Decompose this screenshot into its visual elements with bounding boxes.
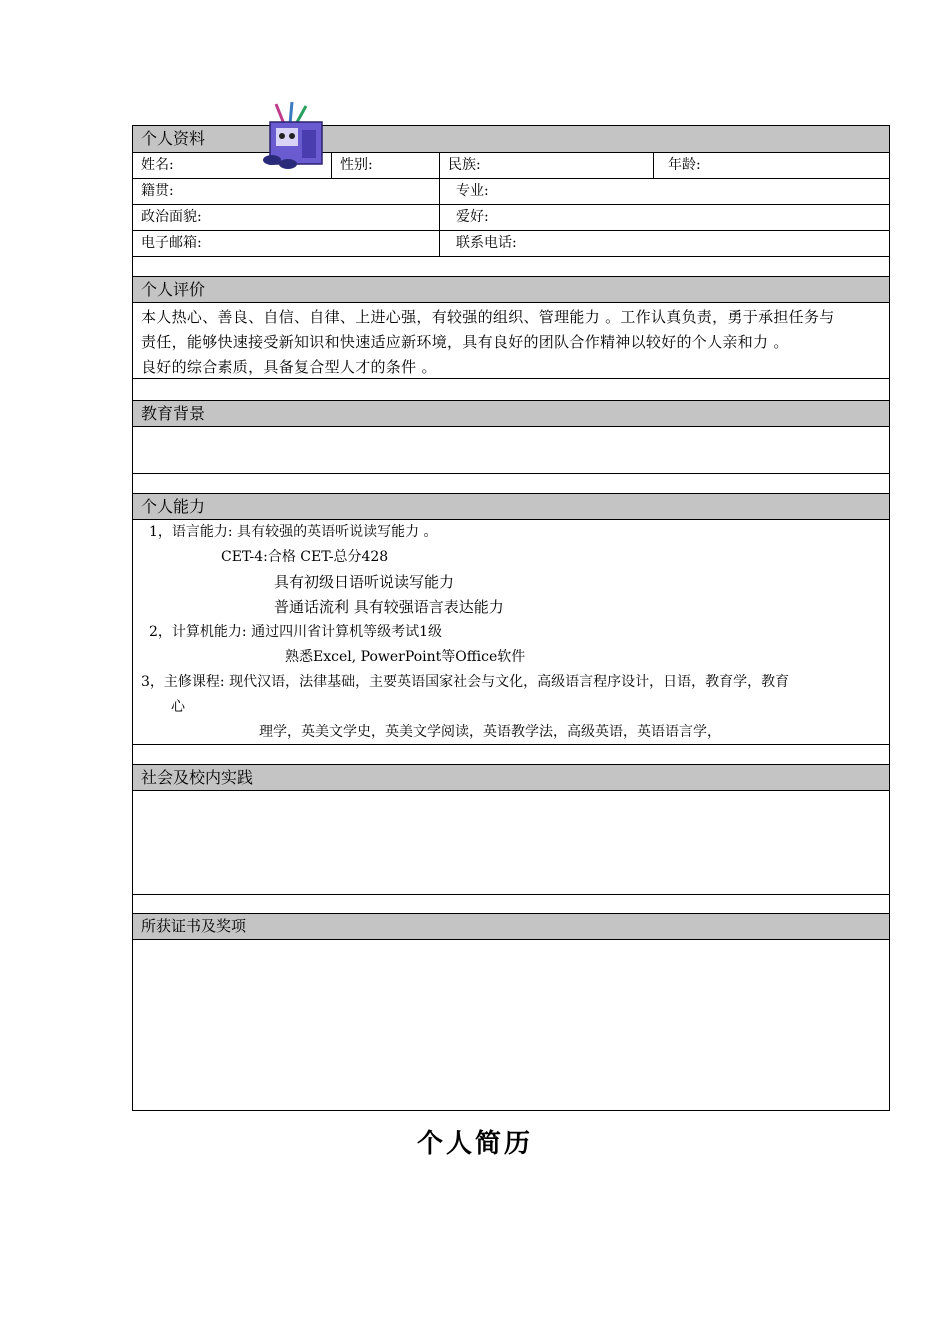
field-ethnicity: 民族: — [439, 153, 653, 178]
info-row-4 — [133, 230, 889, 256]
self-evaluation-text — [133, 302, 889, 378]
ability-mandarin: 普通话流利 具有较强语言表达能力 — [274, 598, 504, 616]
section-self-evaluation: 个人评价 — [133, 276, 889, 302]
resume-table — [132, 125, 890, 1111]
field-gender: 性别: — [331, 153, 439, 178]
evaluation-line-2: 责任，能够快速接受新知识和快速适应新环境，具有良好的团队合作精神以较好的个人亲和力 。 — [141, 333, 789, 351]
section-abilities: 个人能力 — [133, 493, 889, 519]
section-awards: 所获证书及奖项 — [133, 913, 889, 939]
evaluation-line-1: 本人热心、善良、自信、自律、上进心强，有较强的组织、管理能力 。工作认真负责，勇于承担任务与 — [141, 308, 835, 326]
spacer-row — [133, 378, 889, 400]
ability-courses-wrap: 心 — [171, 699, 185, 715]
section-education: 教育背景 — [133, 400, 889, 426]
info-row-1 — [133, 152, 889, 178]
ability-office: 熟悉Excel, PowerPoint等Office软件 — [285, 649, 526, 665]
spacer-row — [133, 744, 889, 764]
info-row-2 — [133, 178, 889, 204]
evaluation-line-3: 良好的综合素质，具备复合型人才的条件 。 — [141, 358, 437, 376]
field-email: 电子邮箱: — [141, 235, 202, 251]
ability-computer: 2，计算机能力: 通过四川省计算机等级考试1级 — [149, 624, 442, 640]
spacer-row — [133, 473, 889, 493]
field-hobbies: 爱好: — [439, 205, 889, 230]
page-title: 个人简历 — [416, 1129, 533, 1159]
awards-content — [133, 939, 889, 1110]
info-row-3 — [133, 204, 889, 230]
field-political-status: 政治面貌: — [141, 209, 202, 225]
education-content — [133, 426, 889, 473]
ability-courses-cont: 理学，英美文学史，英美文学阅读，英语教学法，高级英语，英语语言学， — [259, 724, 721, 740]
ability-japanese: 具有初级日语听说读写能力 — [274, 573, 455, 591]
field-name: 姓名: — [141, 157, 174, 173]
field-major: 专业: — [439, 179, 889, 204]
field-phone: 联系电话: — [439, 231, 889, 256]
practice-content — [133, 790, 889, 894]
pencil-cup-icon — [258, 100, 326, 170]
ability-language: 1，语言能力: 具有较强的英语听说读写能力 。 — [149, 524, 438, 540]
field-age: 年龄: — [653, 153, 889, 178]
field-hometown: 籍贯: — [141, 183, 174, 199]
spacer-row — [133, 256, 889, 276]
abilities-content — [133, 519, 889, 744]
section-personal-info: 个人资料 — [133, 126, 889, 152]
spacer-row — [133, 894, 889, 913]
ability-courses: 3，主修课程: 现代汉语，法律基础，主要英语国家社会与文化，高级语言程序设计，日语，教育学，教育 — [141, 674, 790, 690]
section-practice: 社会及校内实践 — [133, 764, 889, 790]
ability-cet: CET-4:合格 CET-总分428 — [221, 549, 389, 565]
